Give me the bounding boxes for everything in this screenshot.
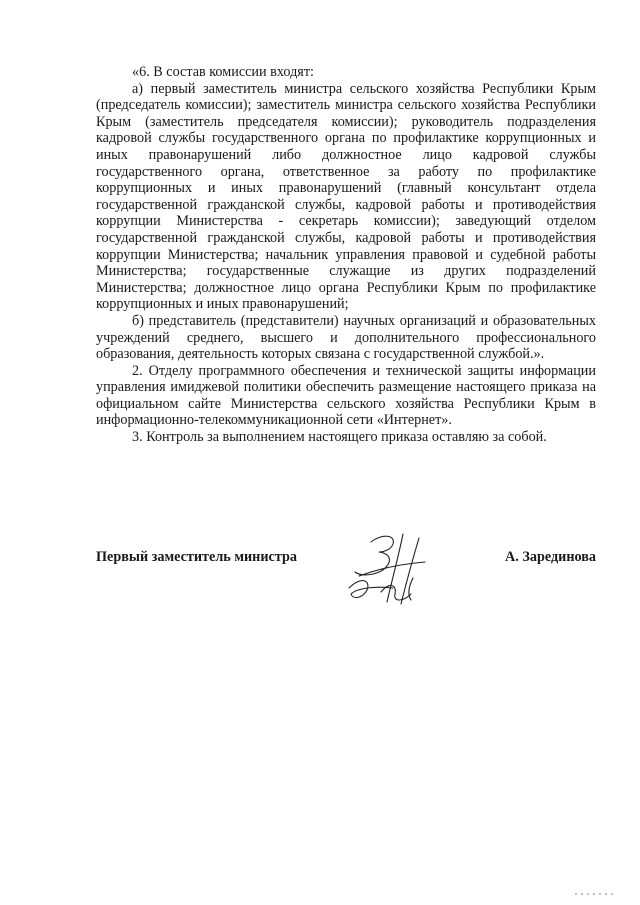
document-body bbox=[96, 64, 596, 446]
signatory-title: Первый заместитель министра bbox=[96, 549, 297, 565]
handwritten-signature bbox=[341, 528, 431, 610]
signature-block bbox=[96, 544, 596, 604]
paragraph-commission-members-b: б) представитель (представители) научных организаций и образовательных учреждений среднего, высшего и дополнительного профессионального образования, деятельность которых связана с государственной службой.». bbox=[96, 312, 596, 363]
signatory-name: А. Зарединова bbox=[505, 549, 596, 565]
paragraph-control-order: 3. Контроль за выполнением настоящего приказа оставляю за собой. bbox=[132, 429, 547, 446]
paragraph-publication-order: 2. Отделу программного обеспечения и технической защиты информации управления имиджевой политики обеспечить размещение настоящего приказа на официальном сайте Министерства сельского хозяйства Республики Крым в информационно-телекоммуникационной сети «Интернет». bbox=[96, 362, 596, 429]
paragraph-commission-members-a: а) первый заместитель министра сельского хозяйства Республики Крым (председатель комиссии); заместитель министра сельского хозяйства Республики Крым (заместитель председателя комиссии); руководитель подразделения кадровой службы государственного органа по профилактике коррупционных и иных правонарушений либо должностное лицо кадровой службы государственного органа, ответственное за работу по профилактике коррупционных и иных правонарушений (главный консультант отдела государственной гражданской службы, кадровой работы и противодействия коррупции Министерства - секретарь комиссии); заведующий отделом государственной гражданской службы, кадровой работы и противодействия коррупции Министерства; начальник управления правовой и судебной работы Министерства; государственные служащие из других подразделений Министерства; должностное лицо органа Республики Крым по профилактике коррупционных и иных правонарушений; bbox=[96, 80, 596, 313]
footer-dots bbox=[574, 892, 614, 896]
paragraph-commission-intro: «6. В состав комиссии входят: bbox=[132, 64, 314, 80]
